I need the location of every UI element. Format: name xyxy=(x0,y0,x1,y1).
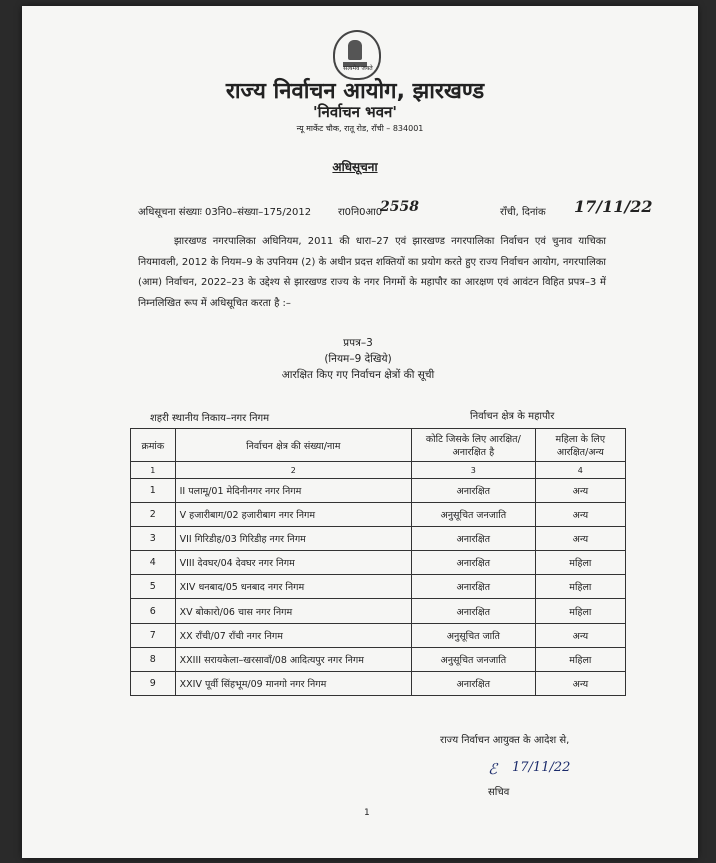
constituency-cell: VIII देवघर/04 देवघर नगर निगम xyxy=(175,551,411,575)
serial-cell: 1 xyxy=(131,479,176,503)
women-cell: अन्य xyxy=(535,527,625,551)
serial-cell: 9 xyxy=(131,671,176,695)
table-row xyxy=(131,551,626,575)
order-line: राज्य निर्वाचन आयुक्त के आदेश से, xyxy=(440,735,570,746)
table-row xyxy=(131,503,626,527)
category-cell: अनारक्षित xyxy=(411,551,535,575)
women-cell: अन्य xyxy=(535,671,625,695)
constituency-cell: XXIV पूर्वी सिंहभूम/09 मानगो नगर निगम xyxy=(175,671,411,695)
table-row xyxy=(131,527,626,551)
constituency-cell: VII गिरिडीह/03 गिरिडीह नगर निगम xyxy=(175,527,411,551)
table-row xyxy=(131,599,626,623)
constituency-cell: XV बोकारो/06 चास नगर निगम xyxy=(175,599,411,623)
category-cell: अनारक्षित xyxy=(411,599,535,623)
table-row xyxy=(131,575,626,599)
signature-date: 17/11/22 xyxy=(512,760,571,775)
serial-cell: 6 xyxy=(131,599,176,623)
serial-cell: 2 xyxy=(131,503,176,527)
state-emblem-icon xyxy=(333,30,381,80)
constituency-cell: XXIII सरायकेला–खरसावाँ/08 आदित्यपुर नगर निगम xyxy=(175,647,411,671)
women-cell: महिला xyxy=(535,599,625,623)
reservation-table xyxy=(130,428,626,696)
notification-date: 17/11/22 xyxy=(574,197,653,216)
table-row xyxy=(131,647,626,671)
constituency-cell: II पलामू/01 मेदिनीनगर नगर निगम xyxy=(175,479,411,503)
building-name: 'निर्वाचन भवन' xyxy=(313,103,397,121)
body-paragraph: झारखण्ड नगरपालिका अधिनियम, 2011 की धारा–27 एवं झारखण्ड नगरपालिका निर्वाचन एवं चुनाव याचिका नियमावली, 2012 के नियम–9 के उपनियम (2) के अधीन प्रदत्त शक्तियों का प्रयोग करते हुए राज्य निर्वाचन आयोग, नगरपालिका (आम) निर्वाचन, 2022–23 के उद्देश्य से झारखण्ड राज्य के नगर निगमों के महापौर का आरक्षण एवं आवंटन विहित प्रपत्र–3 में निम्नलिखित रूप में अधिसूचित करता है :– xyxy=(138,236,606,309)
serial-cell: 4 xyxy=(131,551,176,575)
commission-title: राज्य निर्वाचन आयोग, झारखण्ड xyxy=(225,79,485,104)
list-title: आरक्षित किए गए निर्वाचन क्षेत्रों की सूची xyxy=(281,369,435,381)
header-category: कोटि जिसके लिए आरक्षित/अनारक्षित है xyxy=(411,429,535,462)
notification-heading: अधिसूचना xyxy=(332,160,378,174)
women-cell: अन्य xyxy=(535,503,625,527)
category-cell: अनारक्षित xyxy=(411,671,535,695)
table-row xyxy=(131,623,626,647)
memo-number: 2558 xyxy=(380,199,419,215)
index-cell: 1 xyxy=(131,462,176,479)
header-constituency: निर्वाचन क्षेत्र की संख्या/नाम xyxy=(175,429,411,462)
form-name: प्रपत्र–3 xyxy=(343,337,373,349)
table-row xyxy=(131,479,626,503)
category-cell: अनुसूचित जाति xyxy=(411,623,535,647)
index-cell: 2 xyxy=(175,462,411,479)
serial-cell: 3 xyxy=(131,527,176,551)
place-date-label: राँची, दिनांक xyxy=(500,207,546,218)
category-cell: अनारक्षित xyxy=(411,479,535,503)
post-label: निर्वाचन क्षेत्र के महापौर xyxy=(470,411,555,422)
body-type-label: शहरी स्थानीय निकाय–नगर निगम xyxy=(150,413,270,424)
category-cell: अनारक्षित xyxy=(411,527,535,551)
constituency-cell: XX राँची/07 राँची नगर निगम xyxy=(175,623,411,647)
serial-cell: 5 xyxy=(131,575,176,599)
women-cell: अन्य xyxy=(535,623,625,647)
women-cell: महिला xyxy=(535,575,625,599)
memo-label: रा0नि0आ0 xyxy=(338,207,383,218)
index-cell: 4 xyxy=(535,462,625,479)
table-row xyxy=(131,671,626,695)
commission-address: न्यू मार्केट चौक, रातू रोड, राँची – 834001 xyxy=(296,124,424,133)
emblem-motto: सत्यमेव जयते xyxy=(343,65,373,72)
header-women: महिला के लिए आरक्षित/अन्य xyxy=(535,429,625,462)
index-cell: 3 xyxy=(411,462,535,479)
category-cell: अनुसूचित जनजाति xyxy=(411,647,535,671)
women-cell: महिला xyxy=(535,551,625,575)
women-cell: अन्य xyxy=(535,479,625,503)
constituency-cell: V हजारीबाग/02 हजारीबाग नगर निगम xyxy=(175,503,411,527)
form-rule: (नियम–9 देखिये) xyxy=(324,353,392,365)
category-cell: अनुसूचित जनजाति xyxy=(411,503,535,527)
header-serial: क्रमांक xyxy=(131,429,176,462)
serial-cell: 7 xyxy=(131,623,176,647)
serial-cell: 8 xyxy=(131,647,176,671)
secretary-label: सचिव xyxy=(488,787,510,798)
page-number: 1 xyxy=(364,808,370,818)
table-header-row xyxy=(131,429,626,462)
constituency-cell: XIV धनबाद/05 धनबाद नगर निगम xyxy=(175,575,411,599)
women-cell: महिला xyxy=(535,647,625,671)
table-index-row xyxy=(131,462,626,479)
category-cell: अनारक्षित xyxy=(411,575,535,599)
signature-scrawl: ℰ xyxy=(488,760,498,778)
notification-number: अधिसूचना संख्याः 03नि0–संख्या–175/2012 xyxy=(138,207,312,218)
